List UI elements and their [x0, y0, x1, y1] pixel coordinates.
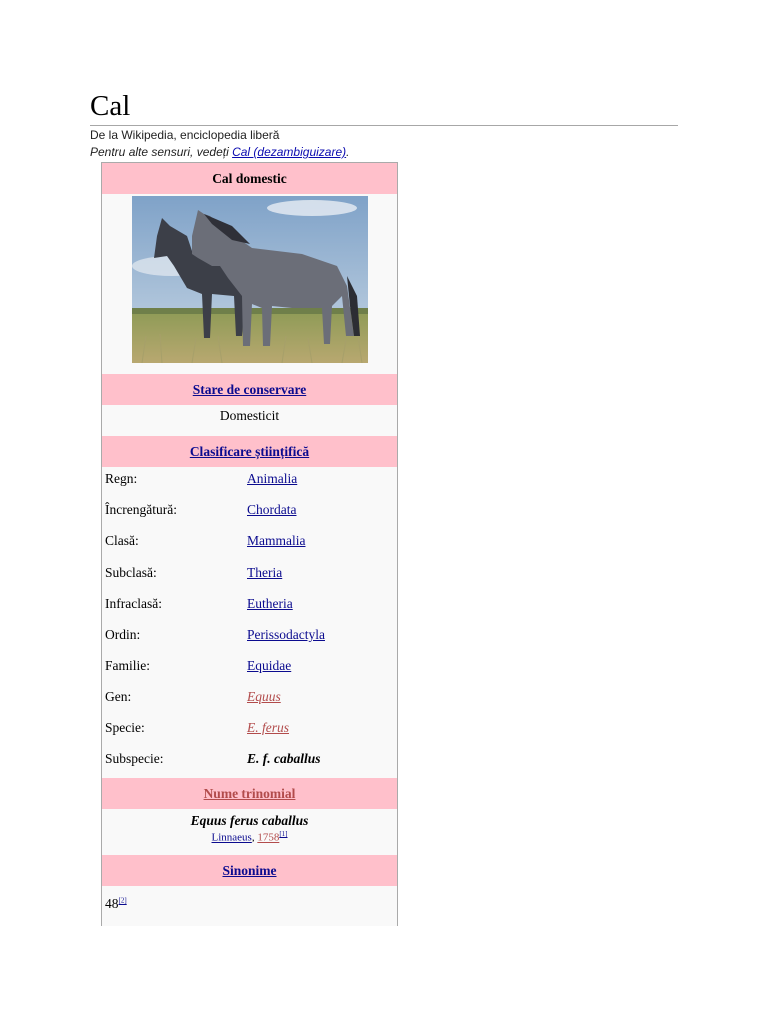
- authority: [102, 830, 397, 844]
- taxon-label-subspecie: Subspecie:: [105, 751, 164, 766]
- taxon-link-ordin[interactable]: Perissodactyla: [247, 627, 325, 642]
- taxon-label-increngatura: Încrengătură:: [105, 502, 177, 517]
- horse-photo: [132, 196, 368, 363]
- conservation-header: [102, 374, 397, 405]
- hatnote-suffix: .: [346, 145, 350, 159]
- hatnote: [90, 145, 349, 159]
- conservation-link[interactable]: Stare de conservare: [192, 382, 307, 397]
- taxon-label-subclasa: Subclasă:: [105, 565, 157, 580]
- taxon-label-infraclasa: Infraclasă:: [105, 596, 162, 611]
- taxon-label-familie: Familie:: [105, 658, 150, 673]
- authority-separator: ,: [251, 831, 258, 844]
- reference-1-link[interactable]: [1]: [279, 830, 288, 838]
- taxon-label-ordin: Ordin:: [105, 627, 141, 642]
- reference-2-link[interactable]: [2]: [118, 896, 127, 905]
- taxon-link-subclasa[interactable]: Theria: [247, 565, 283, 580]
- disambiguation-link[interactable]: Cal (dezambiguizare): [232, 145, 347, 159]
- infobox-title: Cal domestic: [102, 163, 397, 194]
- authority-link[interactable]: Linnaeus: [211, 831, 252, 844]
- page-title: Cal: [90, 90, 131, 122]
- taxon-link-familie[interactable]: Equidae: [247, 658, 292, 673]
- trinomial-link[interactable]: Nume trinomial: [203, 786, 296, 801]
- taxon-link-clasa[interactable]: Mammalia: [247, 533, 306, 548]
- conservation-status: Domesticit: [219, 408, 280, 423]
- hatnote-prefix: Pentru alte sensuri, vedeți: [90, 145, 233, 159]
- classification-link[interactable]: Clasificare științifică: [189, 444, 310, 459]
- synonyms-header: [102, 855, 397, 886]
- trinomial-header: [102, 778, 397, 809]
- title-divider: [90, 125, 678, 126]
- taxon-link-gen[interactable]: Equus: [247, 689, 281, 704]
- synonyms-value: [105, 896, 127, 912]
- trinomial-name: Equus ferus caballus: [190, 813, 309, 828]
- taxon-label-specie: Specie:: [105, 720, 145, 735]
- site-tagline: De la Wikipedia, enciclopedia liberă: [90, 128, 280, 142]
- taxon-label-regn: Regn:: [105, 471, 138, 486]
- taxobox: [101, 162, 398, 926]
- taxon-link-increngatura[interactable]: Chordata: [247, 502, 297, 517]
- taxon-value-subspecie: E. f. caballus: [247, 751, 321, 766]
- synonyms-link[interactable]: Sinonime: [222, 863, 277, 878]
- authority-year-link[interactable]: 1758: [257, 831, 280, 844]
- taxon-link-specie[interactable]: E. ferus: [247, 720, 289, 735]
- taxon-label-gen: Gen:: [105, 689, 132, 704]
- taxon-label-clasa: Clasă:: [105, 533, 139, 548]
- classification-header: [102, 436, 397, 467]
- synonyms-count: 48: [105, 896, 119, 911]
- taxon-link-regn[interactable]: Animalia: [247, 471, 298, 486]
- taxon-link-infraclasa[interactable]: Eutheria: [247, 596, 293, 611]
